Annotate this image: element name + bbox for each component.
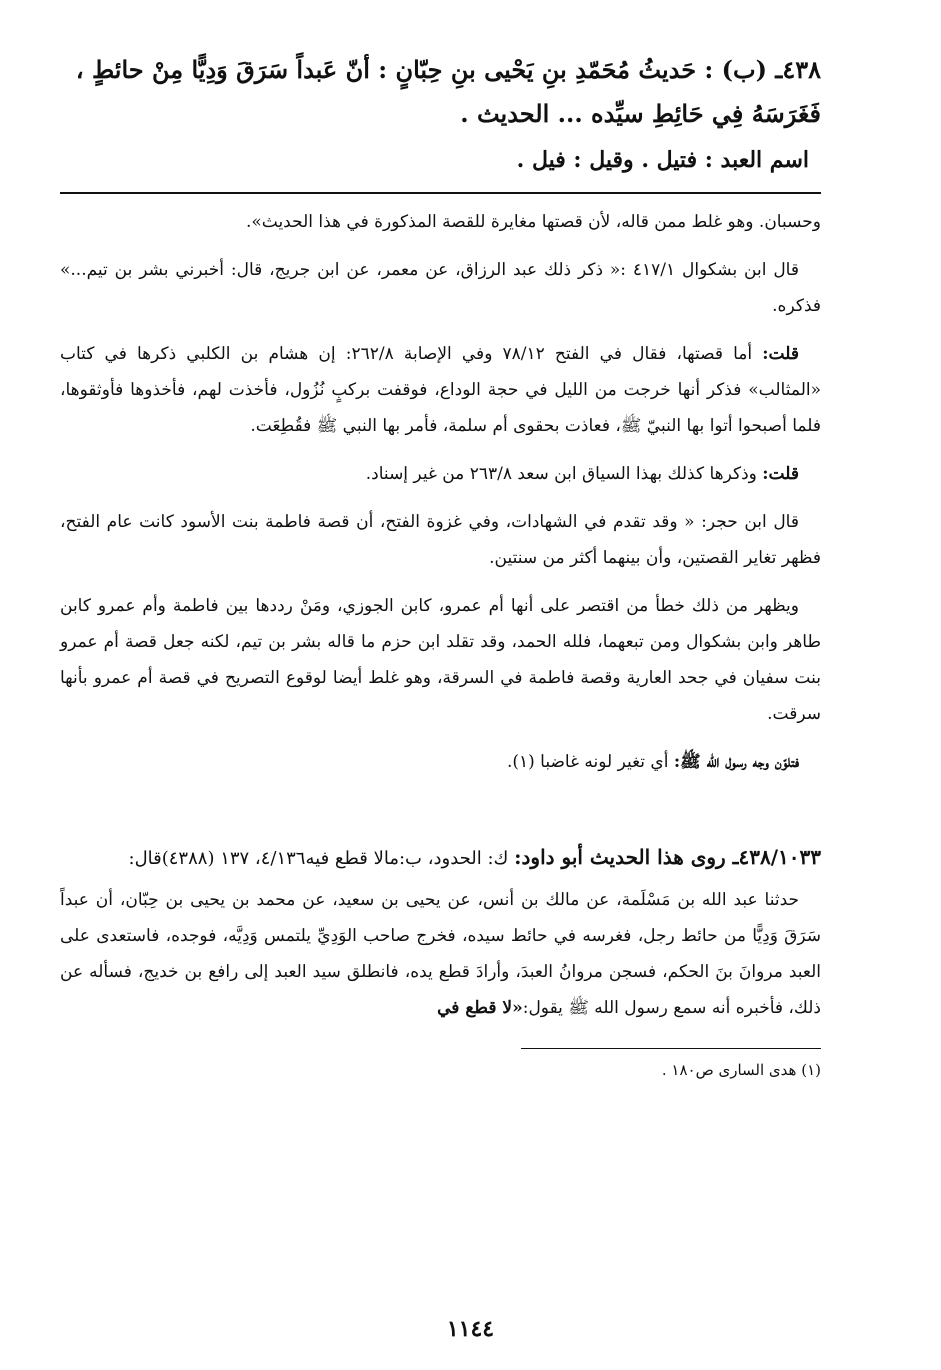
paragraph-qultu-1 [60, 336, 821, 444]
paragraph-lead: فتلوّن وجه رسول الله ﷺ: [673, 752, 799, 772]
entry-heading-line-1: ٤٣٨ـ (ب) : حَديثُ مُحَمّدِ بنِ يَحْيى بنِ حِبّانٍ : أنّ عَبداً سَرَقَ وَدِيًّا مِنْ حائطٍ ، [75, 55, 821, 84]
paragraph-lead: قلت: [762, 464, 799, 484]
footnote: (١) هدى السارى ص١٨٠ . [661, 1061, 821, 1079]
section-divider [60, 192, 821, 194]
paragraph-text: ويظهر من ذلك خطأ من اقتصر على أنها أم عمرو، كابن الجوزي، ومَنْ رددها بين فاطمة وأم عمرو كابن طاهر وابن بشكوال ومن تبعهما، فلله الحمد، وقد تقلد ابن حزم ما قاله بشر بن تيم، لكنه جعل قصة أم عمرو بنت سفيان في جحد العارية وقصة فاطمة في السرقة، وهو غلط أيضا لوقوع التصريح في قصة أم عمرو بأنها سرقت. [60, 596, 821, 724]
paragraph-text: وذكرها كذلك بهذا السياق ابن سعد ٢٦٣/٨ من غير إسناد. [365, 464, 763, 484]
hadith-body [60, 882, 821, 1026]
hadith-body-text: حدثنا عبد الله بن مَسْلَمة، عن مالك بن أنس، عن يحيى بن سعيد، عن محمد بن يحيى بن حِبّان، أن عبداً سَرَقَ وَدِيًّا من حائط رجل، فغرسه في حائط سيده، فخرج صاحب الوَدِيِّ يلتمس وَدِيَّه، فوجده، فاستعدى على العبد مروانَ بنَ الحكم، فسجن مروانُ العبدَ، وأرادَ قطع يده، فانطلق سيد العبد إلى رافع بن خديج، فسأله عن ذلك، فأخبره أنه سمع رسول الله ﷺ يقول: [60, 890, 821, 1018]
paragraph-text: أي تغير لونه غاضبا (١). [506, 752, 674, 772]
hadith-body-quote: «لا قطع في [437, 998, 523, 1018]
book-page [60, 48, 821, 1330]
paragraph-text: أما قصتها، فقال في الفتح ٧٨/١٢ وفي الإصابة ٢٦٢/٨: إن هشام بن الكلبي ذكرها في كتاب «المثالب» فذكر أنها خرجت من الليل في حجة الوداع، فوقفت بركبٍ نُزُول، فأخذت لهم، فأخذوها فأوثقوها، فلما أصبحوا أتوا بها النبيّ ﷺ، فعاذت بحقوى أم سلمة، فأمر بها النبي ﷺ فقُطِعَت. [60, 344, 822, 436]
paragraph-text: وحسبان. وهو غلط ممن قاله، لأن قصتها مغايرة للقصة المذكورة في هذا الحديث». [245, 212, 821, 232]
paragraph-ibn-hajar [60, 504, 821, 576]
entry-heading-line-2: فَغَرَسَهُ فِي حَائِطِ سيِّده ... الحديث . [460, 99, 821, 128]
paragraph-talawwan [60, 744, 821, 780]
page-number: ١١٤٤ [446, 1316, 495, 1342]
paragraph-conclusion [60, 588, 821, 732]
entry-heading [60, 48, 821, 136]
paragraph-text: قال ابن حجر: « وقد تقدم في الشهادات، وفي غزوة الفتح، أن قصة فاطمة بنت الأسود كانت عام الفتح، فظهر تغاير القصتين، وأن بينهما أكثر من سنتين. [60, 512, 821, 568]
hadith-heading-source: ك: الحدود، ب:مالا قطع فيه٤/١٣٦، ١٣٧ (٤٣٨٨)قال: [128, 848, 509, 869]
paragraph-continuation [60, 204, 821, 240]
paragraph-lead: قلت: [762, 344, 799, 364]
paragraph-qultu-2 [60, 456, 821, 492]
hadith-heading-bold: ٤٣٨/١٠٣٣ـ روى هذا الحديث أبو داود: [514, 845, 821, 869]
paragraph-text: قال ابن بشكوال ٤١٧/١ :« ذكر ذلك عبد الرزاق، عن معمر، عن ابن جريج، قال: أخبرني بشر بن تيم...» فذكره. [60, 260, 821, 316]
slave-name-line: اسم العبد : فتيل . وقيل : فيل . [516, 147, 809, 173]
paragraph-ibn-bashkuwal [60, 252, 821, 324]
footnote-divider [521, 1048, 821, 1049]
hadith-heading [60, 840, 821, 876]
